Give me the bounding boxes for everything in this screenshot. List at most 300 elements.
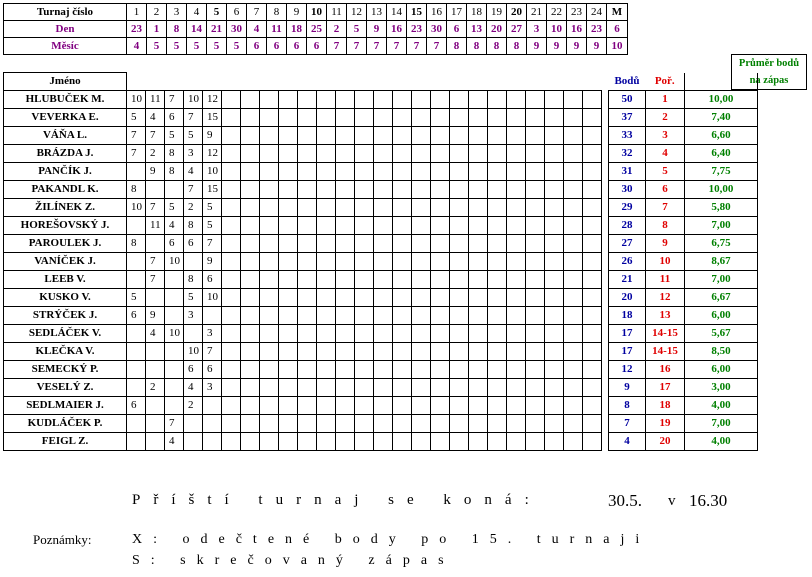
score-cell xyxy=(127,415,146,433)
score-cell xyxy=(374,307,393,325)
gap-cell xyxy=(602,73,609,91)
score-cell xyxy=(222,181,241,199)
score-cell xyxy=(469,325,488,343)
score-cell xyxy=(165,181,184,199)
score-cell xyxy=(279,253,298,271)
player-row xyxy=(4,235,758,253)
player-order: 3 xyxy=(646,127,685,145)
score-cell xyxy=(526,271,545,289)
tournament-month-cell: 4 xyxy=(127,38,147,55)
score-cell: 7 xyxy=(184,181,203,199)
player-order: 7 xyxy=(646,199,685,217)
player-average: 6,67 xyxy=(685,289,758,307)
score-cell xyxy=(298,163,317,181)
player-order: 4 xyxy=(646,145,685,163)
score-cell xyxy=(431,379,450,397)
score-cell xyxy=(374,415,393,433)
score-cell xyxy=(583,289,602,307)
score-cell xyxy=(431,235,450,253)
score-cell xyxy=(526,91,545,109)
player-points: 50 xyxy=(609,91,646,109)
tournament-number-cell: 3 xyxy=(167,4,187,21)
score-cell xyxy=(298,433,317,451)
score-cell xyxy=(526,397,545,415)
score-cell xyxy=(222,433,241,451)
score-cell xyxy=(127,325,146,343)
gap-cell xyxy=(602,109,609,127)
score-cell xyxy=(317,145,336,163)
score-cell xyxy=(393,289,412,307)
gap-cell xyxy=(602,397,609,415)
tournament-day-cell: 20 xyxy=(487,21,507,38)
score-cell xyxy=(450,91,469,109)
score-cell xyxy=(412,361,431,379)
tournament-day-cell: 14 xyxy=(187,21,207,38)
score-cell xyxy=(545,199,564,217)
score-cell xyxy=(298,253,317,271)
score-cell xyxy=(203,433,222,451)
score-cell xyxy=(241,199,260,217)
score-cell xyxy=(412,433,431,451)
score-cell xyxy=(431,361,450,379)
player-row xyxy=(4,307,758,325)
score-cell xyxy=(431,433,450,451)
score-cell xyxy=(393,199,412,217)
score-cell xyxy=(450,217,469,235)
score-cell xyxy=(393,325,412,343)
score-cell xyxy=(412,271,431,289)
gap-cell xyxy=(602,235,609,253)
score-cell xyxy=(165,379,184,397)
score-cell xyxy=(412,217,431,235)
score-cell xyxy=(336,145,355,163)
player-average: 6,00 xyxy=(685,307,758,325)
score-cell xyxy=(488,343,507,361)
score-cell xyxy=(545,343,564,361)
tournament-day-cell: 23 xyxy=(587,21,607,38)
player-name: STRÝČEK J. xyxy=(4,307,127,325)
score-cell: 4 xyxy=(165,217,184,235)
score-cell: 11 xyxy=(146,91,165,109)
score-cell xyxy=(431,325,450,343)
score-cell xyxy=(488,91,507,109)
score-cell xyxy=(336,235,355,253)
score-cell xyxy=(241,91,260,109)
score-cell xyxy=(488,271,507,289)
score-cell xyxy=(146,433,165,451)
tournament-day-cell: 18 xyxy=(287,21,307,38)
score-cell xyxy=(222,217,241,235)
score-cell xyxy=(488,397,507,415)
score-cell xyxy=(564,271,583,289)
score-cell xyxy=(545,307,564,325)
gap-cell xyxy=(602,289,609,307)
score-cell xyxy=(222,343,241,361)
score-cell: 8 xyxy=(127,235,146,253)
score-cell: 2 xyxy=(146,379,165,397)
score-cell xyxy=(374,199,393,217)
score-cell xyxy=(374,325,393,343)
score-cell xyxy=(393,235,412,253)
player-row xyxy=(4,217,758,235)
score-cell xyxy=(279,217,298,235)
name-column-header: Jméno xyxy=(4,73,127,91)
score-cell xyxy=(317,253,336,271)
tournament-number-cell: 4 xyxy=(187,4,207,21)
score-cell xyxy=(450,361,469,379)
score-cell xyxy=(146,289,165,307)
score-cell xyxy=(336,181,355,199)
player-average: 4,00 xyxy=(685,433,758,451)
score-cell xyxy=(317,433,336,451)
player-points: 32 xyxy=(609,145,646,163)
score-cell xyxy=(507,127,526,145)
score-cell xyxy=(355,433,374,451)
tournament-day-cell: 30 xyxy=(427,21,447,38)
score-cell xyxy=(431,343,450,361)
score-cell xyxy=(564,415,583,433)
tournament-day-cell: 25 xyxy=(307,21,327,38)
tournament-day-cell: 23 xyxy=(407,21,427,38)
score-cell xyxy=(355,343,374,361)
score-cell: 6 xyxy=(203,271,222,289)
tournament-number-cell: 10 xyxy=(307,4,327,21)
score-cell xyxy=(241,433,260,451)
score-cell xyxy=(374,253,393,271)
score-cell xyxy=(241,343,260,361)
score-cell xyxy=(507,379,526,397)
player-name: FEIGL Z. xyxy=(4,433,127,451)
score-cell xyxy=(298,271,317,289)
score-header-cell xyxy=(393,73,412,91)
score-cell xyxy=(298,379,317,397)
player-average: 5,80 xyxy=(685,199,758,217)
score-cell xyxy=(583,379,602,397)
score-cell xyxy=(260,145,279,163)
score-cell xyxy=(583,343,602,361)
player-average: 7,00 xyxy=(685,271,758,289)
score-cell xyxy=(412,289,431,307)
score-cell xyxy=(564,127,583,145)
gap-cell xyxy=(602,361,609,379)
score-cell xyxy=(222,91,241,109)
score-cell xyxy=(317,127,336,145)
score-cell xyxy=(127,379,146,397)
score-cell xyxy=(298,235,317,253)
score-cell xyxy=(507,415,526,433)
score-cell xyxy=(374,163,393,181)
score-cell xyxy=(507,325,526,343)
score-cell xyxy=(469,271,488,289)
score-cell xyxy=(317,217,336,235)
score-cell xyxy=(374,217,393,235)
score-cell xyxy=(450,109,469,127)
player-average: 8,50 xyxy=(685,343,758,361)
score-cell xyxy=(526,343,545,361)
score-header-cell xyxy=(469,73,488,91)
gap-cell xyxy=(602,271,609,289)
tournament-day-cell: 3 xyxy=(527,21,547,38)
score-cell xyxy=(260,325,279,343)
score-cell xyxy=(279,289,298,307)
score-cell xyxy=(526,145,545,163)
score-cell: 10 xyxy=(165,325,184,343)
order-column-header: Poř. xyxy=(654,74,675,87)
score-cell xyxy=(260,397,279,415)
score-header-cell xyxy=(222,73,241,91)
score-cell xyxy=(298,397,317,415)
score-cell: 11 xyxy=(146,217,165,235)
player-points: 12 xyxy=(609,361,646,379)
tournament-day-cell: 6 xyxy=(447,21,467,38)
player-order: 6 xyxy=(646,181,685,199)
score-cell xyxy=(393,163,412,181)
tournament-number-row xyxy=(4,4,628,21)
score-cell xyxy=(469,433,488,451)
player-row xyxy=(4,325,758,343)
score-cell xyxy=(222,163,241,181)
score-cell xyxy=(336,217,355,235)
score-cell xyxy=(260,379,279,397)
score-header-cell xyxy=(374,73,393,91)
score-cell xyxy=(583,109,602,127)
score-cell xyxy=(412,415,431,433)
score-cell xyxy=(450,271,469,289)
score-cell xyxy=(317,271,336,289)
score-cell xyxy=(241,325,260,343)
score-cell xyxy=(450,235,469,253)
score-header-cell xyxy=(260,73,279,91)
score-cell xyxy=(127,361,146,379)
score-cell xyxy=(146,361,165,379)
player-average: 8,67 xyxy=(685,253,758,271)
score-cell xyxy=(526,379,545,397)
player-average: 6,75 xyxy=(685,235,758,253)
score-cell xyxy=(127,163,146,181)
score-cell: 8 xyxy=(165,163,184,181)
player-row xyxy=(4,361,758,379)
score-cell xyxy=(317,235,336,253)
score-cell xyxy=(317,199,336,217)
score-cell xyxy=(260,127,279,145)
score-header-cell xyxy=(317,73,336,91)
score-cell xyxy=(279,91,298,109)
score-cell: 6 xyxy=(127,307,146,325)
score-cell xyxy=(336,433,355,451)
score-cell xyxy=(412,163,431,181)
score-cell xyxy=(317,181,336,199)
player-order: 5 xyxy=(646,163,685,181)
score-cell: 7 xyxy=(146,127,165,145)
score-cell xyxy=(241,217,260,235)
score-cell xyxy=(241,253,260,271)
score-cell xyxy=(450,253,469,271)
score-cell xyxy=(450,307,469,325)
score-cell xyxy=(146,415,165,433)
score-cell xyxy=(393,397,412,415)
tournament-month-cell: 7 xyxy=(327,38,347,55)
tournament-month-cell: 5 xyxy=(167,38,187,55)
score-cell xyxy=(374,109,393,127)
score-cell xyxy=(222,289,241,307)
score-cell xyxy=(336,253,355,271)
score-cell: 3 xyxy=(203,325,222,343)
score-cell xyxy=(355,163,374,181)
score-cell xyxy=(260,91,279,109)
score-cell: 8 xyxy=(127,181,146,199)
player-points: 4 xyxy=(609,433,646,451)
score-cell xyxy=(260,181,279,199)
score-cell: 5 xyxy=(127,109,146,127)
score-cell: 6 xyxy=(184,361,203,379)
player-name: VESELÝ Z. xyxy=(4,379,127,397)
score-cell: 7 xyxy=(203,343,222,361)
score-cell xyxy=(488,199,507,217)
score-cell xyxy=(564,91,583,109)
tournament-day-cell: 6 xyxy=(607,21,628,38)
player-name: KUSKO V. xyxy=(4,289,127,307)
tournament-month-cell: 6 xyxy=(287,38,307,55)
player-row xyxy=(4,163,758,181)
score-cell xyxy=(450,415,469,433)
score-cell: 4 xyxy=(184,163,203,181)
score-cell xyxy=(336,343,355,361)
score-cell xyxy=(526,253,545,271)
score-cell xyxy=(279,397,298,415)
score-cell xyxy=(165,271,184,289)
score-cell xyxy=(583,127,602,145)
tournament-day-cell: 21 xyxy=(207,21,227,38)
score-cell xyxy=(564,361,583,379)
player-points: 7 xyxy=(609,415,646,433)
score-header-cell xyxy=(298,73,317,91)
score-cell xyxy=(469,145,488,163)
score-cell xyxy=(545,415,564,433)
score-cell xyxy=(526,433,545,451)
score-cell xyxy=(279,433,298,451)
player-order: 10 xyxy=(646,253,685,271)
score-cell xyxy=(507,199,526,217)
score-cell xyxy=(393,271,412,289)
player-row xyxy=(4,109,758,127)
score-cell xyxy=(545,325,564,343)
tournament-month-cell: 8 xyxy=(467,38,487,55)
score-cell xyxy=(564,343,583,361)
player-average: 4,00 xyxy=(685,397,758,415)
score-cell xyxy=(203,307,222,325)
score-cell xyxy=(469,163,488,181)
score-cell xyxy=(203,415,222,433)
score-cell xyxy=(393,361,412,379)
score-cell xyxy=(184,415,203,433)
average-column-header xyxy=(685,73,758,91)
tournament-day-cell: 2 xyxy=(327,21,347,38)
score-cell xyxy=(279,379,298,397)
score-cell: 5 xyxy=(184,289,203,307)
score-cell: 10 xyxy=(184,91,203,109)
score-cell xyxy=(336,307,355,325)
score-cell xyxy=(450,127,469,145)
score-cell xyxy=(222,325,241,343)
score-cell xyxy=(279,199,298,217)
score-cell xyxy=(298,127,317,145)
score-cell xyxy=(507,217,526,235)
player-name: SEDLÁČEK V. xyxy=(4,325,127,343)
score-header-cell xyxy=(412,73,431,91)
score-cell xyxy=(355,109,374,127)
tournament-number-cell: 14 xyxy=(387,4,407,21)
score-cell xyxy=(564,199,583,217)
score-cell xyxy=(431,181,450,199)
player-name: BRÁZDA J. xyxy=(4,145,127,163)
score-cell xyxy=(298,289,317,307)
score-cell xyxy=(393,379,412,397)
score-cell xyxy=(526,361,545,379)
score-header-cell xyxy=(564,73,583,91)
score-cell xyxy=(260,307,279,325)
score-cell xyxy=(583,397,602,415)
tournament-number-cell: 18 xyxy=(467,4,487,21)
tournament-month-cell: 7 xyxy=(367,38,387,55)
score-cell: 8 xyxy=(184,217,203,235)
score-cell xyxy=(241,145,260,163)
score-cell xyxy=(412,253,431,271)
score-cell xyxy=(241,163,260,181)
score-cell: 7 xyxy=(146,253,165,271)
score-cell xyxy=(393,415,412,433)
tournament-month-label: Měsíc xyxy=(4,38,127,55)
score-cell xyxy=(412,397,431,415)
score-cell xyxy=(545,217,564,235)
score-cell xyxy=(488,163,507,181)
score-cell xyxy=(317,343,336,361)
score-header-cell xyxy=(165,73,184,91)
score-cell xyxy=(203,397,222,415)
score-cell xyxy=(564,145,583,163)
score-cell xyxy=(583,271,602,289)
player-name: ŽILÍNEK Z. xyxy=(4,199,127,217)
score-cell xyxy=(260,415,279,433)
score-cell xyxy=(545,181,564,199)
score-cell xyxy=(526,181,545,199)
score-cell xyxy=(450,343,469,361)
score-cell xyxy=(431,127,450,145)
gap-cell xyxy=(602,325,609,343)
score-cell xyxy=(545,271,564,289)
score-cell: 10 xyxy=(203,163,222,181)
score-cell: 2 xyxy=(184,397,203,415)
player-average: 3,00 xyxy=(685,379,758,397)
score-cell xyxy=(545,379,564,397)
player-name: PAKANDL K. xyxy=(4,181,127,199)
score-header-cell xyxy=(431,73,450,91)
score-cell xyxy=(583,199,602,217)
score-cell xyxy=(583,415,602,433)
score-cell xyxy=(374,433,393,451)
score-cell xyxy=(412,235,431,253)
score-cell xyxy=(431,253,450,271)
tournament-month-cell: 8 xyxy=(447,38,467,55)
score-cell xyxy=(279,415,298,433)
score-cell: 9 xyxy=(203,127,222,145)
score-header-cell xyxy=(355,73,374,91)
score-cell xyxy=(355,145,374,163)
score-cell xyxy=(241,127,260,145)
score-cell xyxy=(469,415,488,433)
tournament-number-label: Turnaj číslo xyxy=(4,4,127,21)
gap-cell xyxy=(602,199,609,217)
score-cell xyxy=(355,217,374,235)
